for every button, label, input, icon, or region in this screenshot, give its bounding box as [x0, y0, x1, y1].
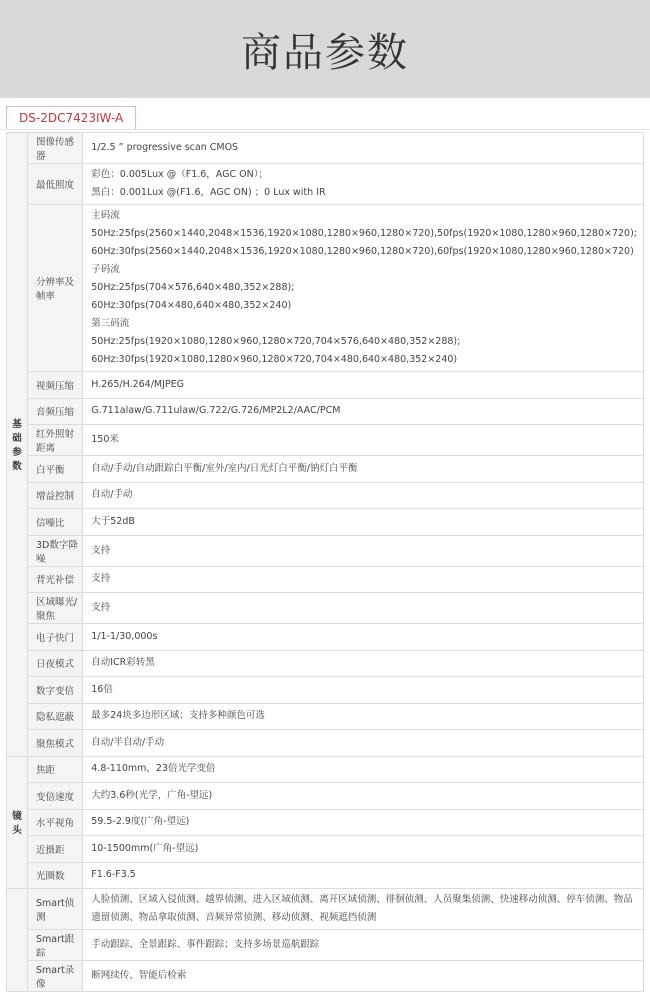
spec-row — [7, 783, 644, 810]
spec-row — [7, 930, 644, 961]
spec-value — [83, 703, 644, 730]
spec-name: 电子快门 — [27, 624, 82, 651]
spec-row — [7, 624, 644, 651]
spec-value-line: 60Hz:30fps(704×480,640×480,352×240) — [91, 300, 292, 311]
spec-name: 隐私遮蔽 — [27, 703, 82, 730]
spec-name: Smart录像 — [27, 961, 82, 992]
spec-value — [83, 566, 644, 593]
spec-value — [83, 133, 644, 164]
spec-name: 增益控制 — [27, 482, 82, 509]
spec-value — [83, 836, 644, 863]
spec-table — [6, 132, 644, 992]
spec-value — [83, 535, 644, 566]
spec-row — [7, 456, 644, 483]
spec-value-line: 黑白：0.001Lux @(F1.6，AGC ON) ；0 Lux with IR — [91, 187, 326, 198]
spec-value-line: 支持 — [91, 573, 111, 585]
spec-row — [7, 703, 644, 730]
spec-value — [83, 398, 644, 425]
spec-value — [83, 482, 644, 509]
spec-row — [7, 961, 644, 992]
page-title: 商品参数 — [241, 29, 409, 76]
spec-row — [7, 593, 644, 624]
section-label: 基础参数 — [7, 133, 28, 757]
spec-row — [7, 809, 644, 836]
spec-value — [83, 593, 644, 624]
page-header — [0, 0, 650, 98]
spec-value — [83, 862, 644, 889]
spec-value — [83, 164, 644, 205]
spec-value-line: 60Hz:30fps(2560×1440,2048×1536,1920×1080,1280×960,1280×720),60fps(1920×1080,1280×960,1280×720) — [91, 246, 634, 257]
spec-name: 音频压缩 — [27, 398, 82, 425]
spec-value — [83, 730, 644, 757]
spec-value-line: 彩色：0.005Lux @（F1.6，AGC ON）； — [91, 169, 268, 180]
spec-value-line: 50Hz:25fps(2560×1440,2048×1536,1920×1080,1280×960,1280×720),50fps(1920×1080,1280×960,1280×720); — [91, 228, 637, 239]
spec-value-line: 59.5-2.9度(广角-望远) — [91, 816, 190, 828]
section-label — [7, 889, 28, 992]
spec-name: 日夜模式 — [27, 650, 82, 677]
spec-name: 最低照度 — [27, 164, 82, 205]
spec-row — [7, 509, 644, 536]
spec-name: Smart跟踪 — [27, 930, 82, 961]
spec-value-line: 第三码流 — [91, 318, 130, 329]
spec-row — [7, 756, 644, 783]
spec-value-line: G.711alaw/G.711ulaw/G.722/G.726/MP2L2/AAC/PCM — [91, 405, 341, 417]
spec-value — [83, 961, 644, 992]
spec-value-line: 人脸侦测、区域入侵侦测、越界侦测、进入区域侦测、离开区域侦测、徘徊侦测、人员聚集侦测、快速移动侦测、停车侦测、物品遗留侦测、物品拿取侦测、音频异常侦测、移动侦测、视频遮挡侦测 — [91, 894, 633, 923]
spec-value — [83, 783, 644, 810]
spec-row — [7, 566, 644, 593]
spec-row — [7, 482, 644, 509]
spec-name: 3D数字降噪 — [27, 535, 82, 566]
spec-value — [83, 205, 644, 372]
spec-value-line: 50Hz:25fps(704×576,640×480,352×288); — [91, 282, 295, 293]
spec-name: 水平视角 — [27, 809, 82, 836]
spec-value-line: 手动跟踪、全景跟踪、事件跟踪；支持多场景巡航跟踪 — [91, 939, 320, 950]
spec-name: 红外照射距离 — [27, 425, 82, 456]
spec-row — [7, 372, 644, 399]
spec-value-line: 支持 — [91, 544, 111, 556]
spec-value — [83, 930, 644, 961]
spec-name: 分辨率及帧率 — [27, 205, 82, 372]
spec-value — [83, 756, 644, 783]
spec-row — [7, 836, 644, 863]
spec-value-line: 1/2.5 ” progressive scan CMOS — [91, 142, 239, 153]
spec-value-line: 自动/手动/自动跟踪白平衡/室外/室内/日光灯白平衡/钠灯白平衡 — [91, 462, 358, 474]
spec-name: 视频压缩 — [27, 372, 82, 399]
spec-name: 变倍速度 — [27, 783, 82, 810]
spec-row — [7, 889, 644, 930]
spec-row — [7, 425, 644, 456]
spec-value-line: 50Hz:25fps(1920×1080,1280×960,1280×720,704×576,640×480,352×288); — [91, 336, 461, 347]
spec-name: 图像传感器 — [27, 133, 82, 164]
spec-value — [83, 456, 644, 483]
spec-value — [83, 677, 644, 704]
spec-value — [83, 650, 644, 677]
spec-name: 光圈数 — [27, 862, 82, 889]
spec-row — [7, 205, 644, 372]
spec-name: 信噪比 — [27, 509, 82, 536]
spec-name: 白平衡 — [27, 456, 82, 483]
spec-value — [83, 809, 644, 836]
section-label: 镜头 — [7, 756, 28, 889]
spec-name: 焦距 — [27, 756, 82, 783]
spec-value-line: 自动ICR彩转黑 — [91, 657, 155, 669]
spec-value-line: 16倍 — [91, 683, 113, 695]
spec-name: 聚焦模式 — [27, 730, 82, 757]
spec-row — [7, 650, 644, 677]
spec-name: Smart侦测 — [27, 889, 82, 930]
model-tab[interactable]: DS-2DC7423IW-A — [6, 106, 136, 130]
spec-value-line: 大于52dB — [91, 515, 135, 527]
spec-value-line: 自动/手动 — [91, 489, 133, 501]
spec-value — [83, 624, 644, 651]
spec-row — [7, 398, 644, 425]
spec-name: 数字变倍 — [27, 677, 82, 704]
spec-value — [83, 509, 644, 536]
divider — [0, 129, 650, 130]
spec-row — [7, 730, 644, 757]
spec-row — [7, 677, 644, 704]
spec-value-line: 主码流 — [91, 210, 120, 221]
spec-value-line: 断网续传、智能后检索 — [91, 970, 187, 981]
spec-value-line: 子码流 — [91, 264, 120, 275]
spec-value-line: 大约3.6秒(光学，广角-望远) — [91, 789, 213, 801]
spec-value-line: 60Hz:30fps(1920×1080,1280×960,1280×720,704×480,640×480,352×240) — [91, 354, 458, 365]
spec-value-line: 支持 — [91, 602, 111, 613]
spec-row — [7, 862, 644, 889]
spec-value-line: 4.8-110mm，23倍光学变倍 — [91, 763, 216, 775]
spec-row — [7, 535, 644, 566]
spec-name: 近摄距 — [27, 836, 82, 863]
spec-name: 背光补偿 — [27, 566, 82, 593]
spec-value-line: H.265/H.264/MJPEG — [91, 378, 185, 390]
spec-value-line: F1.6-F3.5 — [91, 869, 136, 881]
spec-name: 区域曝光/聚焦 — [27, 593, 82, 624]
spec-row — [7, 164, 644, 205]
spec-value — [83, 889, 644, 930]
spec-value-line: 1/1-1/30,000s — [91, 630, 158, 642]
spec-value-line: 自动/半自动/手动 — [91, 736, 165, 748]
spec-value-line: 10-1500mm(广角-望远) — [91, 842, 199, 854]
spec-row — [7, 133, 644, 164]
spec-value-line: 150米 — [91, 434, 119, 445]
spec-value-line: 最多24块多边形区域；支持多种颜色可选 — [91, 710, 265, 722]
spec-value — [83, 372, 644, 399]
spec-value — [83, 425, 644, 456]
